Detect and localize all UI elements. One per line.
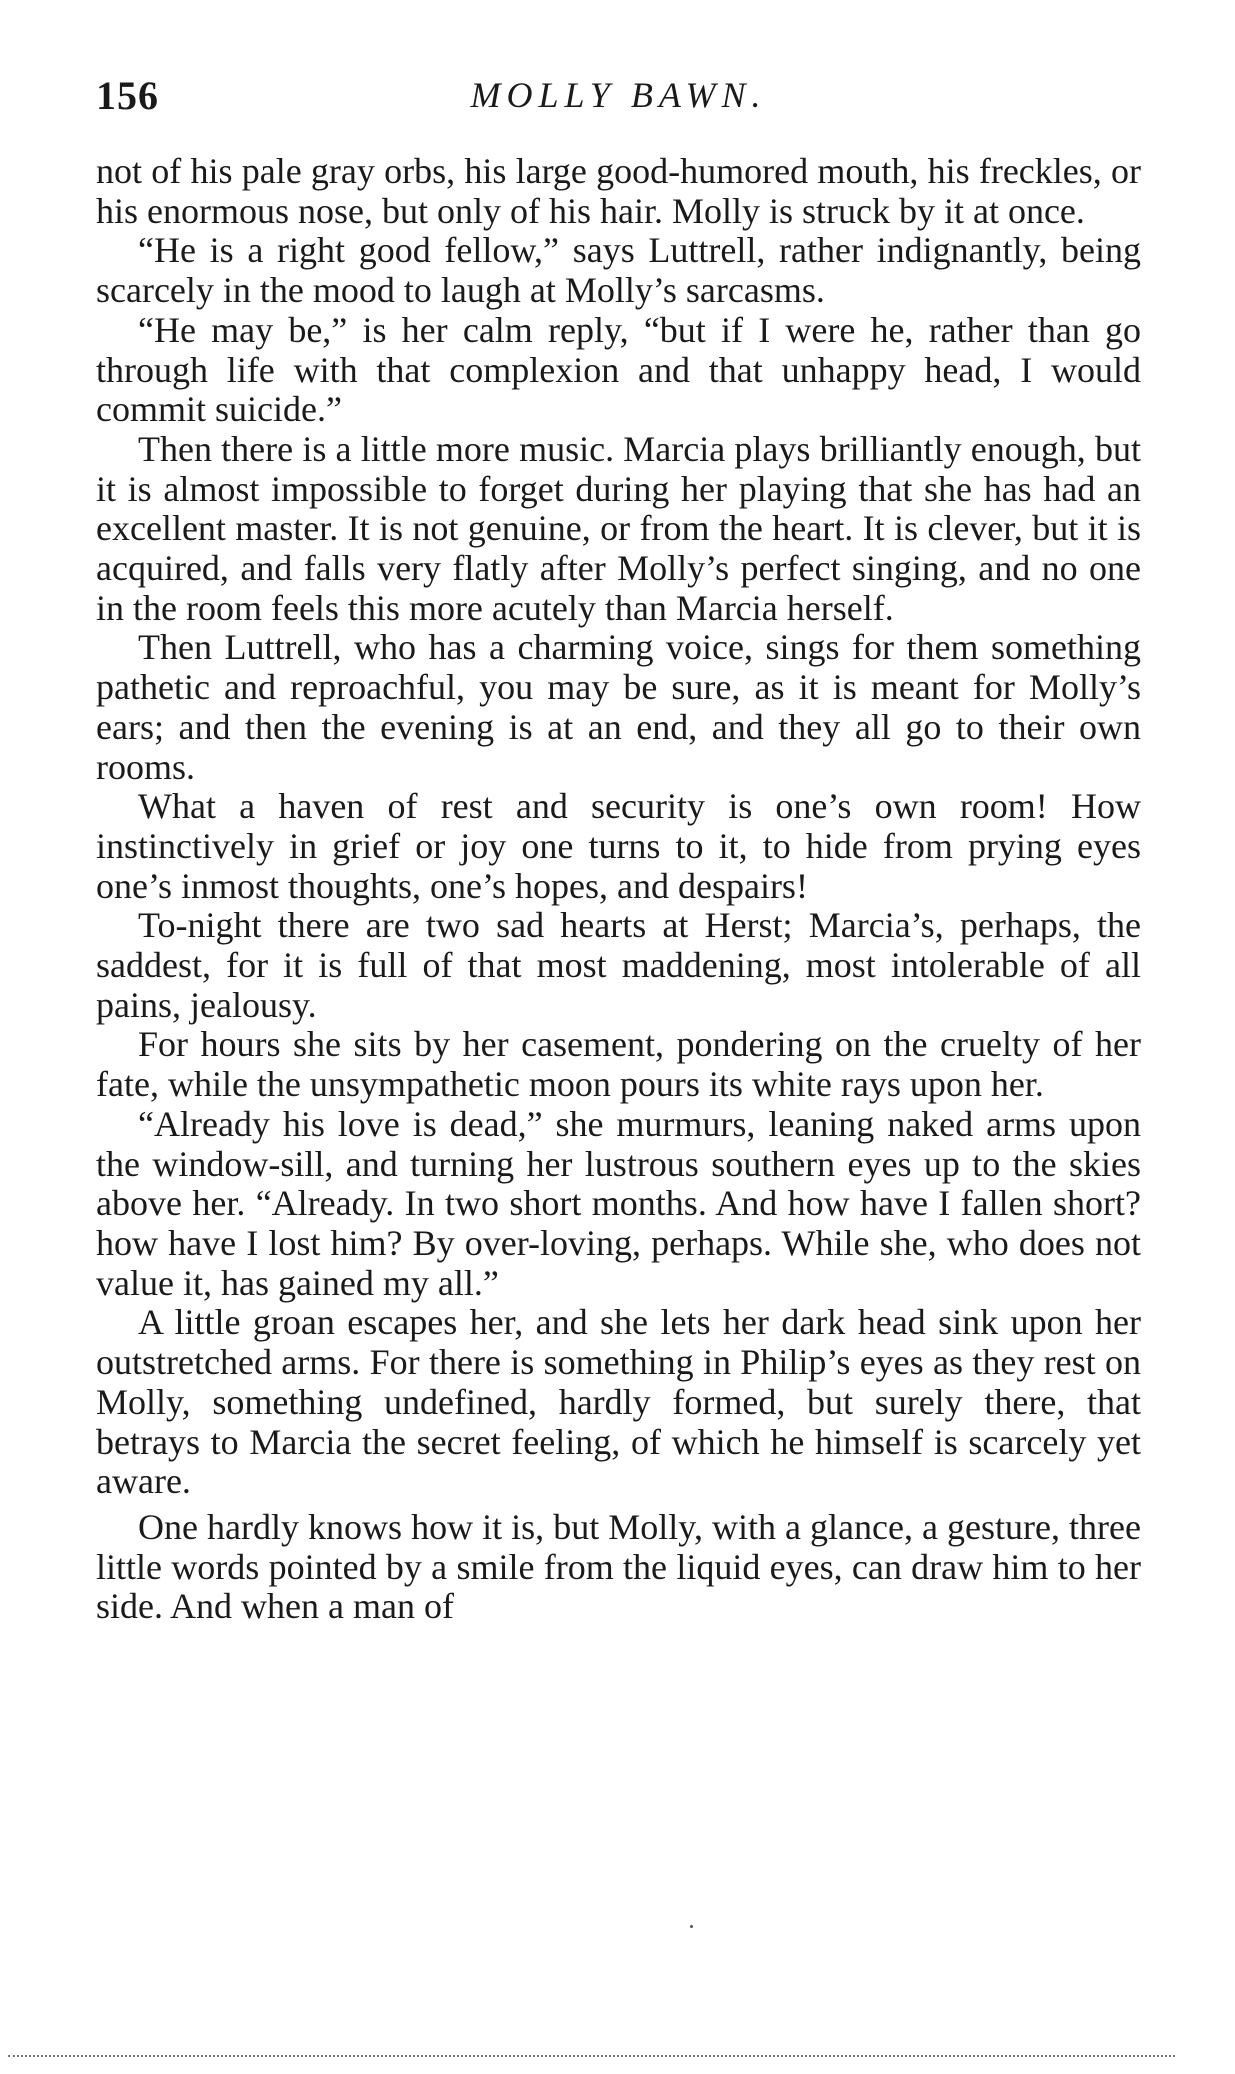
paragraph: What a haven of rest and security is one’s own room! How instinctively in grief or joy one turns to it, to hide from prying eyes one’s inmost thoughts, one’s hopes, and despairs! [96,786,1141,906]
paragraph: A little groan escapes her, and she lets her dark head sink upon her outstretched arms. For there is something in Philip’s eyes as they rest on Molly, something undefined, hardly formed, but surely there, that betrays to Marcia the secret feeling, of which he himself is scarcely yet aware. [96,1302,1141,1502]
page-number: 156 [96,73,159,118]
paragraph: One hardly knows how it is, but Molly, with a glance, a gesture, three little words pointed by a smile from the liquid eyes, can draw him to her side. And when a man of [96,1506,1141,1627]
paragraph: Then there is a little more music. Marcia plays brilliantly enough, but it is almost impossible to forget during her playing that she has had an excellent master. It is not genuine, or from the heart. It is clever, but it is acquired, and falls very flatly after Molly’s perfect singing, and no one in the room feels this more acutely than Marcia herself. [96,428,1141,628]
paragraph: Then Luttrell, who has a charming voice, sings for them something pathetic and reproachful, you may be sure, as it is meant for Molly’s ears; and then the evening is at an end, and they all go to their own rooms. [96,627,1141,787]
paragraph: not of his pale gray orbs, his large good-humored mouth, his freckles, or his enormous nose, but only of his hair. Molly is struck by it at once. [96,151,1141,231]
page-header [96,72,1141,122]
print-speck [690,1925,693,1928]
running-title: MOLLY BAWN. [470,75,767,115]
page-bottom-edge [8,2055,1175,2057]
paragraph: For hours she sits by her casement, pondering on the cruelty of her fate, while the unsympathetic moon pours its white rays upon her. [96,1024,1141,1105]
body-text [96,152,1141,1627]
paragraph: “He may be,” is her calm reply, “but if I were he, rather than go through life with that complexion and that unhappy head, I would commit suicide.” [96,309,1141,430]
paragraph: “Already his love is dead,” she murmurs, leaning naked arms upon the window-sill, and turning her lustrous southern eyes up to the skies above her. “Already. In two short months. And how have I fallen short? how have I lost him? By over-loving, perhaps. While she, who does not value it, has gained my all.” [96,1103,1141,1303]
paragraph: To-night there are two sad hearts at Herst; Marcia’s, perhaps, the saddest, for it is full of that most maddening, most intolerable of all pains, jealousy. [96,905,1141,1025]
paragraph: “He is a right good fellow,” says Luttrell, rather indignantly, being scarcely in the mood to laugh at Molly’s sarcasms. [96,230,1141,311]
